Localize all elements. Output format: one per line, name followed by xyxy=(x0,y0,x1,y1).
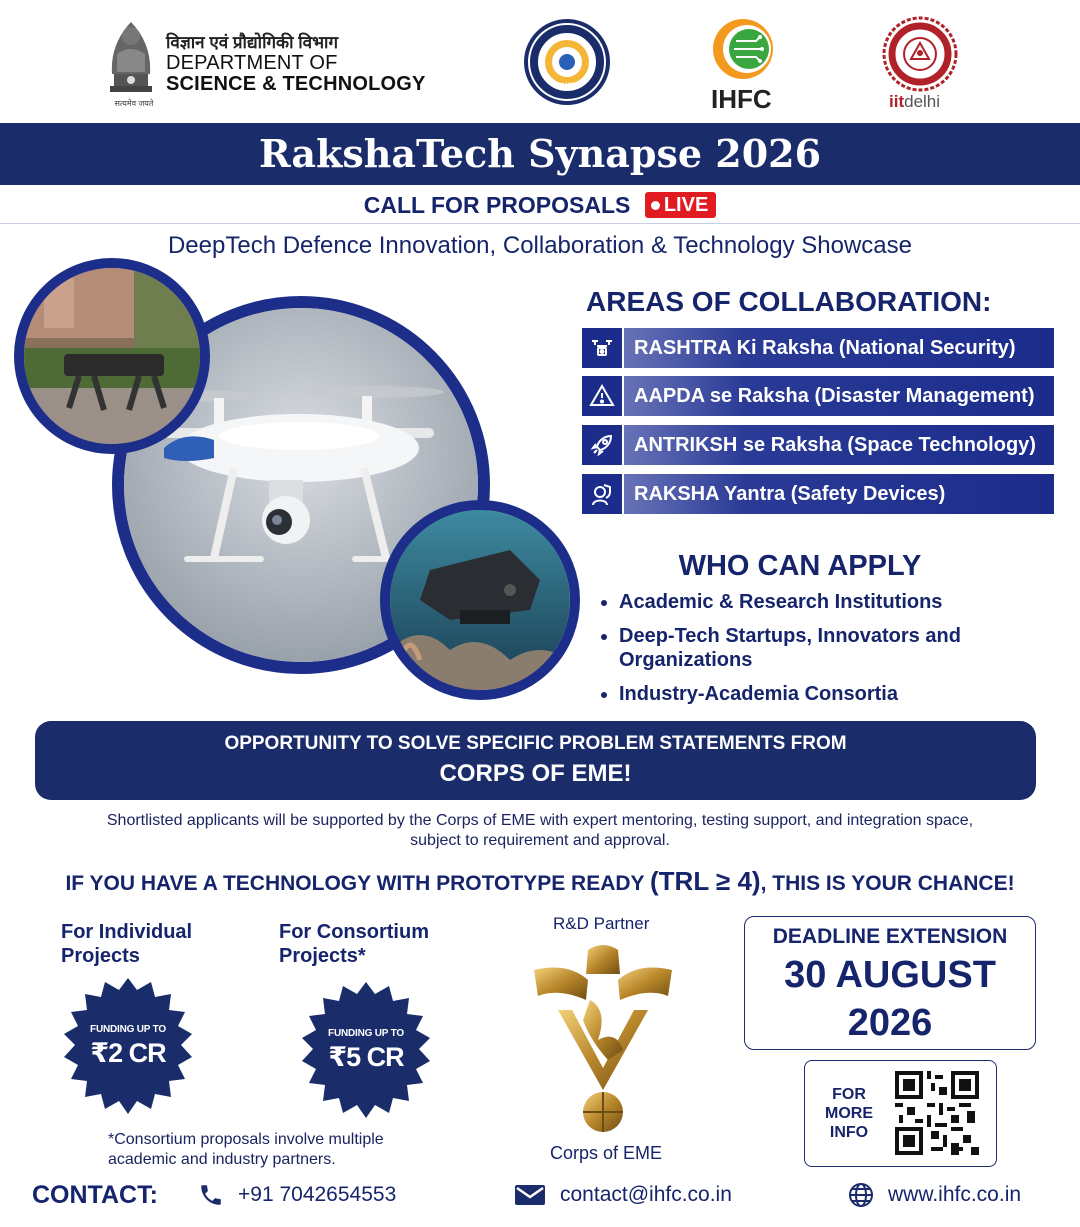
consortium-funding-badge xyxy=(296,980,436,1120)
rocket-icon xyxy=(582,425,624,465)
area-label: RAKSHA Yantra (Safety Devices) xyxy=(634,483,946,505)
area-item-space-technology xyxy=(582,425,1054,465)
badge-amount: ₹5 CR xyxy=(328,1042,404,1072)
contact-phone[interactable] xyxy=(198,1182,396,1208)
who-can-apply-title: WHO CAN APPLY xyxy=(678,550,922,582)
opportunity-line2: CORPS OF EME! xyxy=(439,760,632,787)
trl-pre: IF YOU HAVE A TECHNOLOGY WITH PROTOTYPE READY xyxy=(65,872,645,895)
more-info-label: FOR MORE INFO xyxy=(825,1086,873,1141)
who-can-apply-list xyxy=(600,590,1060,716)
email-address: contact@ihfc.co.in xyxy=(560,1183,732,1206)
area-item-safety-devices xyxy=(582,474,1054,514)
iitd-prefix: iit xyxy=(889,92,905,111)
ihfc-logo xyxy=(712,16,774,87)
dst-hindi-name: विज्ञान एवं प्रौद्योगिकी विभाग xyxy=(166,33,339,52)
areas-title: AREAS OF COLLABORATION: xyxy=(586,286,992,317)
contact-email[interactable] xyxy=(514,1182,732,1208)
list-item: Industry-Academia Consortia xyxy=(600,682,1060,706)
safety-icon xyxy=(582,474,624,514)
opportunity-line1: OPPORTUNITY TO SOLVE SPECIFIC PROBLEM STATEMENTS FROM xyxy=(224,733,847,754)
emblem-motto: सत्यमेव जयते xyxy=(114,99,154,108)
title-band xyxy=(0,123,1080,185)
trl-headline xyxy=(0,866,1080,897)
contact-label: CONTACT: xyxy=(32,1181,158,1209)
contact-website[interactable] xyxy=(848,1182,1021,1208)
area-label: RASHTRA Ki Raksha (National Security) xyxy=(634,337,1016,359)
live-label: LIVE xyxy=(663,194,709,216)
call-for-proposals-label: CALL FOR PROPOSALS xyxy=(363,192,631,218)
deadline-date-line2: 2026 xyxy=(847,1002,933,1044)
iit-delhi-text xyxy=(889,92,940,112)
badge-amount: ₹2 CR xyxy=(90,1038,166,1068)
national-emblem-logo xyxy=(100,14,162,110)
corps-of-eme-label: Corps of EME xyxy=(550,1143,663,1163)
shortlist-note: Shortlisted applicants will be supported by the Corps of EME with expert mentoring, testing support, and integration space, subject to requirement and approval. xyxy=(106,812,974,849)
badge-caption: FUNDING UP TO xyxy=(328,1028,404,1039)
iit-delhi-logo xyxy=(881,15,959,98)
trl-post: , THIS IS YOUR CHANCE! xyxy=(760,872,1015,895)
website-url: www.ihfc.co.in xyxy=(888,1183,1022,1206)
consortium-projects-label: For Consortium Projects* xyxy=(279,921,429,967)
deadline-box xyxy=(744,916,1036,1050)
list-item: Deep-Tech Startups, Innovators and Organizations xyxy=(600,624,1060,672)
more-info-box xyxy=(804,1060,997,1167)
iitd-suffix: delhi xyxy=(904,92,941,111)
robot-dog-photo xyxy=(14,258,210,454)
live-badge xyxy=(645,192,716,218)
area-label: AAPDA se Raksha (Disaster Management) xyxy=(634,385,1035,407)
call-for-proposals-row xyxy=(0,186,1080,224)
underwater-drone-photo xyxy=(380,500,580,700)
drone-icon xyxy=(582,328,624,368)
dst-name-line2: SCIENCE & TECHNOLOGY xyxy=(166,73,426,95)
area-item-national-security xyxy=(582,328,1054,368)
opportunity-banner xyxy=(35,721,1036,800)
consortium-note: *Consortium proposals involve multiple academic and industry partners. xyxy=(108,1131,384,1168)
individual-projects-label: For Individual Projects xyxy=(61,921,193,967)
deadline-label: DEADLINE EXTENSION xyxy=(772,925,1008,948)
email-icon xyxy=(514,1182,546,1208)
individual-funding-badge xyxy=(58,976,198,1116)
area-item-disaster-management xyxy=(582,376,1054,416)
trl-level: (TRL ≥ 4) xyxy=(650,866,761,896)
event-title: RakshaTech Synapse 2026 xyxy=(258,131,822,176)
event-subtitle: DeepTech Defence Innovation, Collaboration & Technology Showcase xyxy=(167,232,913,259)
warning-icon xyxy=(582,376,624,416)
phone-icon xyxy=(198,1182,224,1208)
nm-icps-logo xyxy=(524,19,610,110)
badge-caption: FUNDING UP TO xyxy=(90,1024,166,1035)
qr-code-icon[interactable] xyxy=(895,1071,979,1155)
area-label: ANTRIKSH se Raksha (Space Technology) xyxy=(634,434,1036,456)
nm-icps-label: NM-ICPS xyxy=(554,83,580,89)
rnd-partner-label: R&D Partner xyxy=(553,914,650,933)
globe-icon xyxy=(848,1182,874,1208)
list-item: Academic & Research Institutions xyxy=(600,590,1060,614)
live-dot-icon xyxy=(651,201,660,210)
corps-of-eme-emblem xyxy=(528,940,678,1140)
dst-name-line1: DEPARTMENT OF xyxy=(166,52,338,74)
ihfc-logo-text: IHFC xyxy=(711,84,772,114)
phone-number: +91 7042654553 xyxy=(238,1183,397,1206)
deadline-date-line1: 30 AUGUST xyxy=(784,954,996,996)
